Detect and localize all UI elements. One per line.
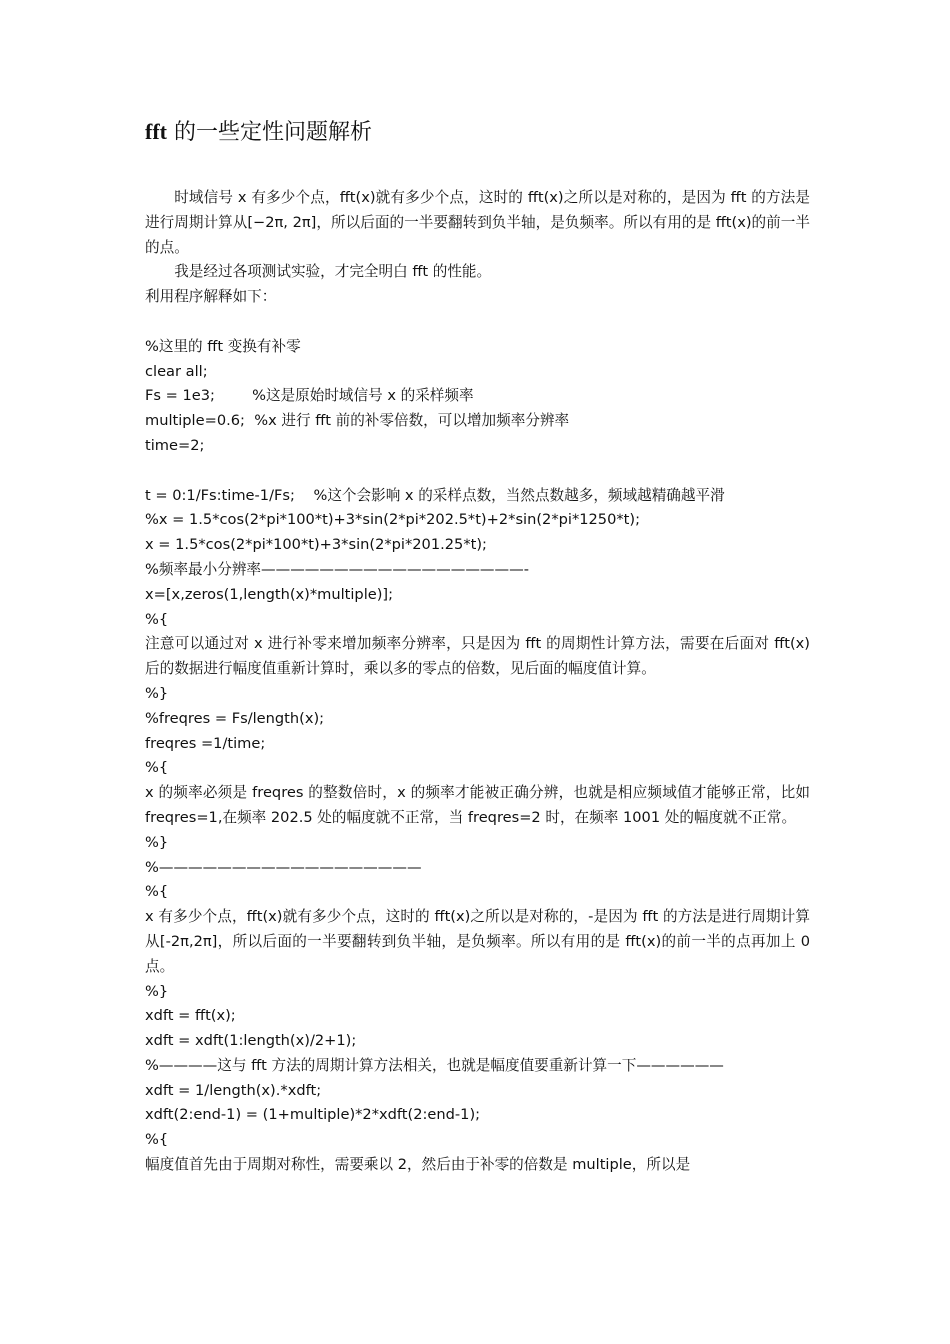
code-line: %} bbox=[145, 982, 169, 1000]
code-line: xdft = fft(x); bbox=[145, 1007, 236, 1025]
code-comment-text: 幅度值首先由于周期对称性，需要乘以 2，然后由于补零的倍数是 multiple，所以是 bbox=[145, 1156, 691, 1174]
code-comment-text: 注意可以通过对 x 进行补零来增加频率分辨率，只是因为 fft 的周期性计算方法，需要在后面对 fft(x)后的数据进行幅度值重新计算时，乘以多的零点的倍数，见后面的幅度值计算。 bbox=[145, 635, 810, 678]
code-line: clear all; bbox=[145, 362, 208, 380]
page-title bbox=[145, 117, 372, 148]
code-line: %} bbox=[145, 833, 169, 851]
title-latin: fft bbox=[145, 119, 167, 144]
code-line: multiple=0.6; %x 进行 fft 前的补零倍数，可以增加频率分辨率 bbox=[145, 412, 570, 430]
code-line: %—————————————————— bbox=[145, 858, 422, 876]
code-line: %频率最小分辨率——————————————————- bbox=[145, 560, 529, 578]
code-line: x=[x,zeros(1,length(x)*multiple)]; bbox=[145, 585, 394, 603]
code-line: %{ bbox=[145, 610, 169, 628]
code-line: %} bbox=[145, 684, 169, 702]
code-line: xdft = 1/length(x).*xdft; bbox=[145, 1081, 322, 1099]
code-line: x = 1.5*cos(2*pi*100*t)+3*sin(2*pi*201.25*t); bbox=[145, 536, 487, 554]
code-comment-text: x 的频率必须是 freqres 的整数倍时，x 的频率才能被正确分辨，也就是相应频域值才能够正常，比如 freqres=1,在频率 202.5 处的幅度就不正常，当 freqres=2 时，在频率 1001 处的幅度就不正常。 bbox=[145, 784, 810, 826]
document-body bbox=[145, 186, 810, 1178]
code-line: %{ bbox=[145, 1131, 169, 1149]
blank-line bbox=[145, 310, 810, 335]
code-line: %————这与 fft 方法的周期计算方法相关，也就是幅度值要重新计算一下—————— bbox=[145, 1056, 724, 1074]
code-line: %{ bbox=[145, 759, 169, 777]
code-line: Fs = 1e3; %这是原始时域信号 x 的采样频率 bbox=[145, 387, 474, 405]
code-line: %这里的 fft 变换有补零 bbox=[145, 337, 301, 355]
code-line: %x = 1.5*cos(2*pi*100*t)+3*sin(2*pi*202.5*t)+2*sin(2*pi*1250*t); bbox=[145, 511, 641, 529]
paragraph-2: 我是经过各项测试实验，才完全明白 fft 的性能。 bbox=[174, 263, 492, 281]
code-line: time=2; bbox=[145, 436, 205, 454]
code-block bbox=[145, 335, 810, 1178]
paragraph-1: 时域信号 x 有多少个点，fft(x)就有多少个点，这时的 fft(x)之所以是对称的，是因为 fft 的方法是进行周期计算从[−2π, 2π]，所以后面的一半要翻转到负半轴，是负频率。所以有用的是 fft(x)的前一半的点。 bbox=[145, 189, 810, 256]
code-line: xdft(2:end-1) = (1+multiple)*2*xdft(2:end-1); bbox=[145, 1106, 481, 1124]
code-line: %freqres = Fs/length(x); bbox=[145, 709, 325, 727]
code-line: xdft = xdft(1:length(x)/2+1); bbox=[145, 1032, 357, 1050]
code-line: freqres =1/time; bbox=[145, 734, 266, 752]
intro-line: 利用程序解释如下： bbox=[145, 288, 277, 306]
blank-line bbox=[145, 459, 810, 484]
code-line: t = 0:1/Fs:time-1/Fs; %这个会影响 x 的采样点数，当然点数越多，频域越精确越平滑 bbox=[145, 486, 725, 504]
code-line: %{ bbox=[145, 883, 169, 901]
code-comment-text: x 有多少个点，fft(x)就有多少个点，这时的 fft(x)之所以是对称的，-是因为 fft 的方法是进行周期计算从[-2π,2π]，所以后面的一半要翻转到负半轴，是负频率。所以有用的是 fft(x)的前一半的点再加上 0 点。 bbox=[145, 908, 810, 975]
title-rest: 的一些定性问题解析 bbox=[173, 120, 372, 145]
